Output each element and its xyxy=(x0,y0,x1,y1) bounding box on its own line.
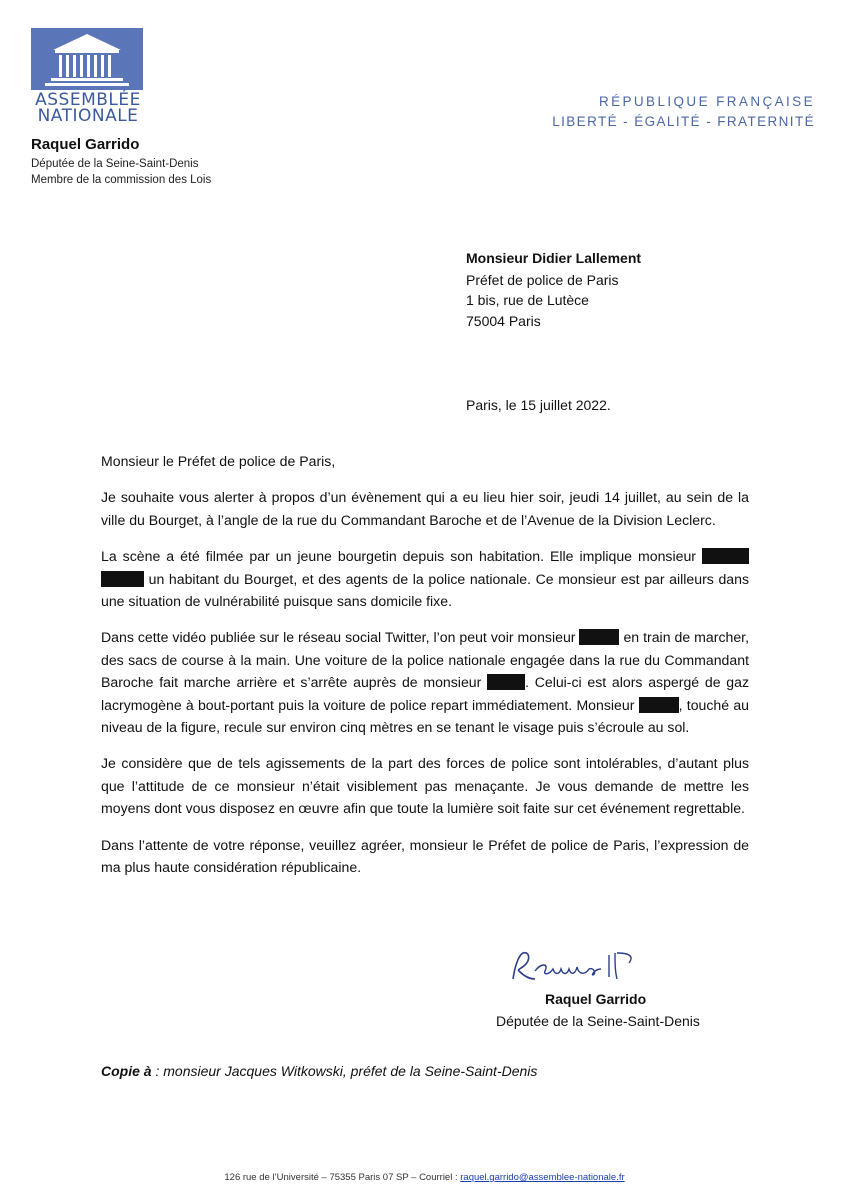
paragraph-3-part-c: . Celui-ci est alors aspergé de gaz lacrymogène à bout-portant puis la voiture de police repart immédiatement. Monsieur xyxy=(101,674,749,713)
assemblee-nationale-logo-icon xyxy=(31,28,143,90)
date-line: Paris, le 15 juillet 2022. xyxy=(466,397,611,413)
recipient-city: 75004 Paris xyxy=(466,313,541,329)
paragraph-3-part-b: en train de marcher, des sacs de course à la main. Une voiture de la police nationale engagée dans la rue du Commandant Baroche fait marche arrière et s’arrête auprès de monsieur xyxy=(101,629,749,691)
footer xyxy=(0,1172,849,1183)
recipient-street: 1 bis, rue de Lutèce xyxy=(466,292,589,308)
paragraph-2 xyxy=(101,545,749,612)
logo-wordmark xyxy=(28,92,148,124)
paragraph-3-part-a: Dans cette vidéo publiée sur le réseau social Twitter, l’on peut voir monsieur xyxy=(101,629,576,646)
redaction-block xyxy=(487,674,525,690)
footer-email-link[interactable]: raquel.garrido@assemblee-nationale.fr xyxy=(460,1172,625,1183)
redaction-block xyxy=(579,629,619,645)
sender-role: Députée de la Seine-Saint-Denis xyxy=(31,158,199,170)
redaction-block xyxy=(639,697,679,713)
paragraph-3-part-d: , touché au niveau de la figure, recule sur environ cinq mètres en se tenant le visage puis s’écroule au sol. xyxy=(101,696,749,736)
copy-recipient: : monsieur Jacques Witkowski, préfet de la Seine-Saint-Denis xyxy=(151,1063,538,1079)
sender-commission: Membre de la commission des Lois xyxy=(31,174,212,186)
paragraph-4: Je considère que de tels agissements de la part des forces de police sont intolérables, d’autant plus que l’attitude de ce monsieur n’était visiblement pas menaçante. Je vous demande de mettre les moyens dont vous disposez en œuvre afin que toute la lumière soit faite sur cet événement regrettable. xyxy=(101,755,749,817)
redaction-block xyxy=(101,571,144,587)
letter-body xyxy=(101,450,749,893)
republic-title: RÉPUBLIQUE FRANÇAISE xyxy=(598,94,815,109)
recipient-title: Préfet de police de Paris xyxy=(466,272,619,288)
republic-motto: LIBERTÉ - ÉGALITÉ - FRATERNITÉ xyxy=(552,114,815,129)
footer-address: 126 rue de l’Université – 75355 Paris 07 SP – Courriel : xyxy=(224,1172,461,1183)
recipient-name: Monsieur Didier Lallement xyxy=(466,250,642,266)
handwritten-signature-icon xyxy=(505,945,695,989)
paragraph-5: Dans l’attente de votre réponse, veuillez agréer, monsieur le Préfet de police de Paris, l’expression de ma plus haute considération républicaine. xyxy=(101,836,749,876)
redaction-block xyxy=(702,548,749,564)
sender-name: Raquel Garrido xyxy=(31,136,140,153)
signatory-title: Députée de la Seine-Saint-Denis xyxy=(496,1013,700,1029)
logo-line-2: NATIONALE xyxy=(37,106,139,126)
paragraph-2-part-a: La scène a été filmée par un jeune bourgetin depuis son habitation. Elle implique monsieur xyxy=(101,548,696,565)
paragraph-2-part-b: un habitant du Bourget, et des agents de la police nationale. Ce monsieur est par ailleurs dans une situation de vulnérabilité puisque sans domicile fixe. xyxy=(101,570,750,610)
logo-line-1: ASSEMBLÉE xyxy=(35,90,141,110)
paragraph-1: Je souhaite vous alerter à propos d’un évènement qui a eu lieu hier soir, jeudi 14 juillet, au sein de la ville du Bourget, à l’angle de la rue du Commandant Baroche et de l’Avenue de la Division Leclerc. xyxy=(101,489,749,528)
paragraph-3 xyxy=(101,626,749,738)
copy-label: Copie à xyxy=(101,1063,152,1079)
salutation: Monsieur le Préfet de police de Paris, xyxy=(101,453,336,469)
signatory-name: Raquel Garrido xyxy=(545,991,647,1007)
copy-line xyxy=(101,1063,537,1079)
